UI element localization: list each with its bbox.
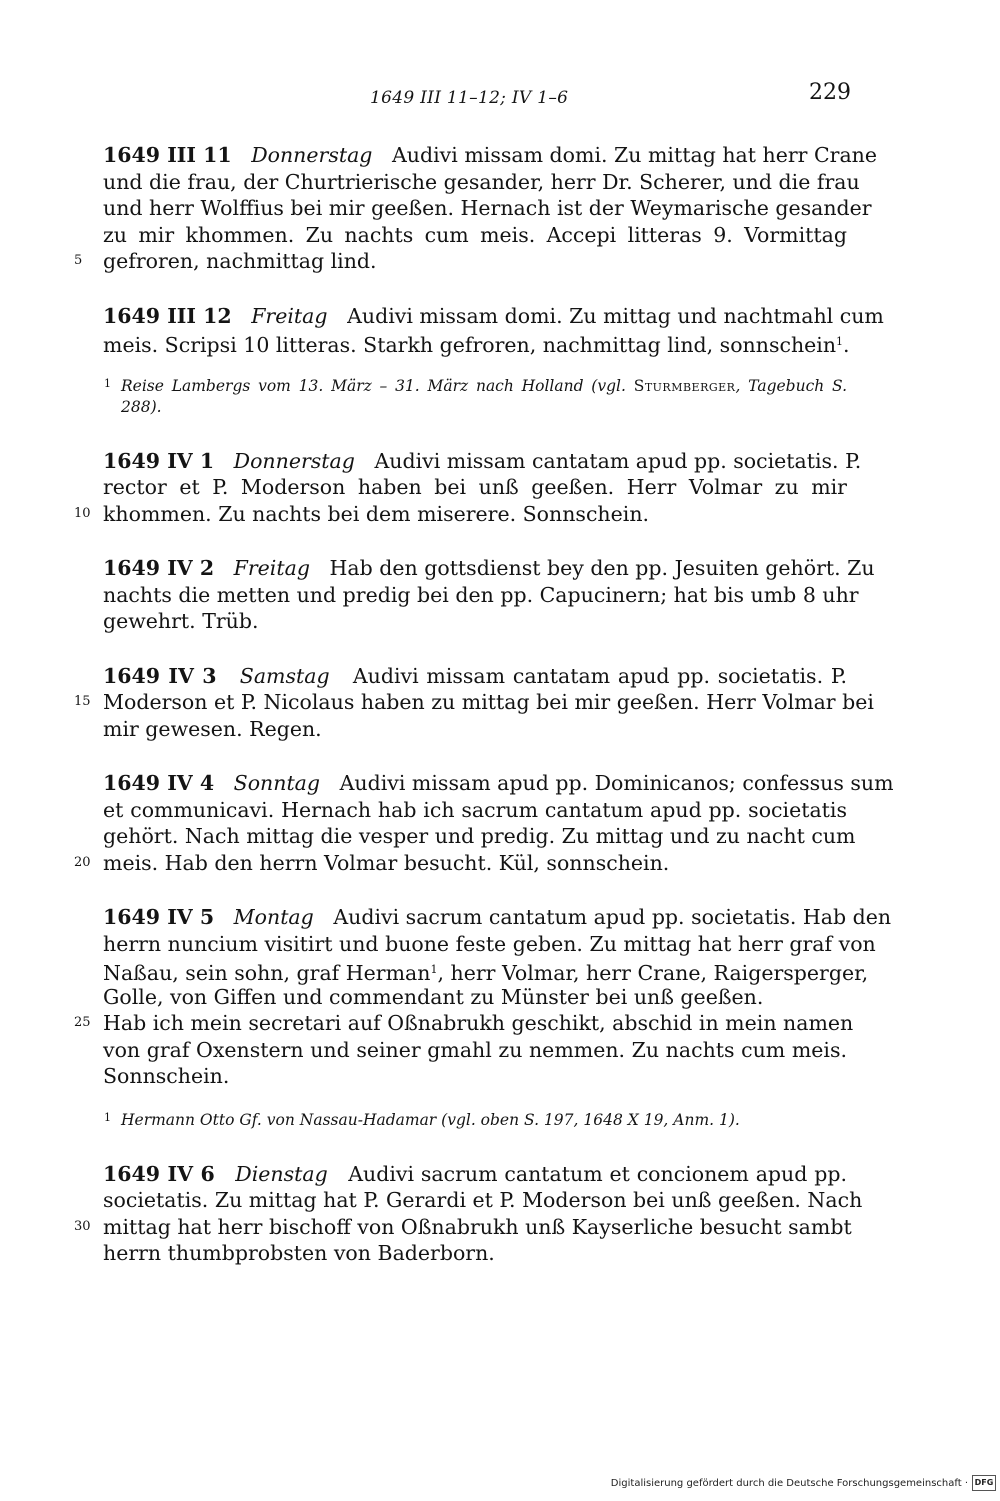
entry-weekday: Montag (233, 905, 314, 929)
entry-date: 1649 IV 6 (103, 1161, 215, 1186)
line-number: 15 (74, 694, 91, 709)
footnote-mark: 1 (836, 335, 844, 348)
text-line: Golle, von Giffen und commendant zu Münster bei unß geeßen. (103, 984, 764, 1009)
diary-entry (74, 142, 877, 275)
text-line: rector et P. Moderson haben bei unß geeßen. Herr Volmar zu mir (103, 475, 847, 499)
footnote: 1 Hermann Otto Gf. von Nassau-Hadamar (vgl. oben S. 197, 1648 X 19, Anm. 1). (104, 1110, 740, 1129)
footnote: 1 Reise Lambergs vom 13. März – 31. März nach Holland (vgl. Sturmberger, Tagebuch S. 288). (104, 376, 847, 416)
text-line: 1649 IV 4 Sonntag Audivi missam apud pp. Dominicanos; confessus sum (103, 771, 894, 795)
diary-entry (103, 303, 884, 357)
text-line: meis. Scripsi 10 litteras. Starkh gefroren, nachmittag lind, sonnschein$^1$. (103, 333, 850, 357)
text-line: von graf Oxenstern und seiner gmahl zu nemmen. Zu nachts cum meis. (103, 1037, 847, 1062)
text-line: 30 mittag hat herr bischoff von Oßnabrukh unß Kayserliche besucht sambt (74, 1214, 852, 1239)
line-number: 30 (74, 1218, 91, 1234)
text-line: et communicavi. Hernach hab ich sacrum cantatum apud pp. societatis (103, 797, 847, 822)
text-line: 15 Moderson et P. Nicolaus haben zu mittag bei mir geeßen. Herr Volmar bei (74, 690, 874, 714)
line-number: 20 (74, 854, 91, 870)
text-line: 1649 IV 3 Samstag Audivi missam cantatam apud pp. societatis. P. (103, 663, 847, 688)
text-line: Sonnschein. (103, 1064, 230, 1088)
text-line: 20 meis. Hab den herrn Volmar besucht. Kül, sonnschein. (74, 850, 670, 875)
entry-date: 1649 III 11 (103, 143, 232, 167)
text-line: gewehrt. Trüb. (103, 609, 259, 633)
diary-entry (74, 1161, 863, 1267)
text-line: 1649 IV 5 Montag Audivi sacrum cantatum apud pp. societatis. Hab den (103, 905, 892, 929)
entry-weekday: Sonntag (233, 771, 321, 795)
diary-text (74, 142, 894, 1267)
text-line: gehört. Nach mittag die vesper und predig. Zu mittag und zu nacht cum (103, 824, 856, 848)
entry-weekday: Dienstag (235, 1161, 328, 1186)
credit-text: Digitalisierung gefördert durch die Deutsche Forschungsgemeinschaft · (610, 1477, 968, 1489)
entry-weekday: Freitag (233, 556, 310, 580)
text-line: 1649 IV 2 Freitag Hab den gottsdienst bey den pp. Jesuiten gehört. Zu (103, 556, 875, 580)
text-line: zu mir khommen. Zu nachts cum meis. Accepi litteras 9. Vormittag (103, 222, 847, 247)
text-line: herrn thumbprobsten von Baderborn. (103, 1241, 495, 1265)
entry-date: 1649 IV 3 (103, 663, 217, 688)
text-line: herrn nuncium visitirt und buone feste geben. Zu mittag hat herr graf von (103, 931, 876, 956)
text-line: nachts die metten und predig bei den pp. Capucinern; hat bis umb 8 uhr (103, 582, 859, 607)
text-line: 25 Hab ich mein secretari auf Oßnabrukh geschikt, abschid in mein namen (74, 1011, 854, 1035)
text-line: 5 gefroren, nachmittag lind. (74, 249, 377, 273)
text-line: 1649 III 11 Donnerstag Audivi missam domi. Zu mittag hat herr Crane (103, 143, 877, 167)
text-line: und herr Wolffius bei mir geeßen. Hernach ist der Weymarische gesander (103, 196, 872, 220)
entry-date: 1649 III 12 (103, 303, 232, 328)
entry-weekday: Donnerstag (233, 448, 355, 473)
footnote-mark: 1 (430, 963, 438, 976)
digitization-credit (611, 1475, 996, 1491)
diary-entry (74, 770, 894, 876)
text-line: societatis. Zu mittag hat P. Gerardi et P. Moderson bei unß geeßen. Nach (103, 1188, 863, 1212)
entry-date: 1649 IV 5 (103, 905, 215, 929)
dfg-logo-icon: DFG (972, 1475, 996, 1491)
entry-date: 1649 IV 2 (103, 556, 215, 580)
line-number: 5 (74, 253, 83, 268)
entry-date: 1649 IV 4 (103, 771, 215, 795)
text-line: und die frau, der Churtrierische gesander, herr Dr. Scherer, und die frau (103, 169, 860, 194)
text-line: 1649 IV 6 Dienstag Audivi sacrum cantatum et concionem apud pp. (103, 1161, 847, 1186)
line-number: 10 (74, 505, 91, 521)
line-number: 25 (74, 1015, 91, 1030)
text-line: 10 khommen. Zu nachts bei dem miserere. Sonnschein. (74, 501, 650, 526)
text-line: 1649 IV 1 Donnerstag Audivi missam cantatam apud pp. societatis. P. (103, 448, 862, 473)
running-head: 1649 III 11–12; IV 1–6 (370, 88, 569, 108)
diary-entry (74, 448, 862, 528)
diary-entry (74, 663, 874, 743)
entry-weekday: Donnerstag (251, 143, 373, 167)
page-number: 229 (809, 80, 851, 105)
entry-date: 1649 IV 1 (103, 448, 215, 473)
text-line: Naßau, sein sohn, graf Herman$^1$, herr Volmar, herr Crane, Raigersperger, (103, 961, 869, 985)
text-line: mir gewesen. Regen. (103, 716, 322, 741)
diary-entry (74, 904, 892, 1090)
text-line: 1649 III 12 Freitag Audivi missam domi. Zu mittag und nachtmahl cum (103, 303, 884, 328)
entry-weekday: Freitag (251, 303, 328, 328)
diary-entry (103, 555, 875, 635)
entry-weekday: Samstag (239, 663, 330, 688)
